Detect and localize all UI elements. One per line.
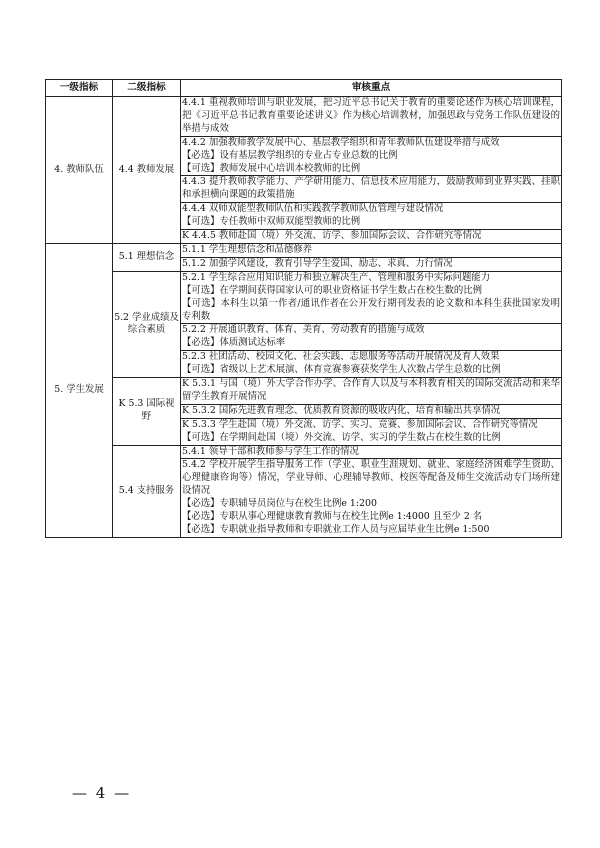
review-focus-cell <box>181 378 562 405</box>
review-focus-cell <box>181 203 562 230</box>
level1-indicator: 5. 学生发展 <box>46 243 113 537</box>
criterion-text: 5.1.1 学生理想信念和品德修养 <box>182 243 312 255</box>
criterion-metric: 【必选】专职从事心理健康教育教师与在校生比例e 1:4000 且至少 2 名 <box>182 511 483 523</box>
review-focus-cell <box>181 243 562 257</box>
header-review-focus: 审核重点 <box>181 80 562 97</box>
review-focus-cell <box>181 271 562 324</box>
review-focus-cell <box>181 324 562 351</box>
criterion-metric: 【可选】在学期间赴国（境）外交流、访学、实习的学生数占在校生数的比例 <box>182 431 501 443</box>
criterion-text: 4.4.2 加强教师教学发展中心、基层教学组织和青年教师队伍建设举措与成效 <box>182 136 500 148</box>
level2-indicator: 5.4 支持服务 <box>113 445 181 537</box>
criterion-metric: 【可选】专任教师中双师双能型教师的比例 <box>182 216 361 228</box>
criterion-text: 4.4.4 双师双能型教师队伍和实践教学教师队伍管理与建设情况 <box>182 203 444 215</box>
criterion-text: 5.4.1 领导干部和教师参与学生工作的情况 <box>182 445 359 457</box>
review-focus-cell <box>181 97 562 137</box>
review-focus-cell <box>181 459 562 537</box>
criterion-text: 5.4.2 学校开展学生指导服务工作（学业、职业生涯规划、就业、家庭经济困难学生资助、心理健康咨询等）情况，学业导师、心理辅导教师、校医等配备及师生交流活动专门场所建设情况 <box>182 459 560 497</box>
table-row <box>46 243 562 257</box>
table-row <box>46 271 562 324</box>
review-criteria-table <box>45 79 562 538</box>
criterion-metric: 【可选】在学期间获得国家认可的职业资格证书学生数占在校生数的比例 <box>182 284 483 296</box>
criterion-text: 4.4.3 提升教师教学能力、产学研用能力、信息技术应用能力，鼓励教师到业界实践、挂职和承担横向课题的政策措施 <box>182 176 560 201</box>
review-focus-cell <box>181 176 562 203</box>
criterion-text: 5.2.2 开展通识教育、体育、美育、劳动教育的措施与成效 <box>182 324 425 336</box>
criterion-text: K 4.4.5 教师赴国（境）外交流、访学、参加国际会议、合作研究等情况 <box>182 230 482 242</box>
criterion-text: 4.4.1 重视教师培训与职业发展，把习近平总书记关于教育的重要论述作为核心培训课程，把《习近平总书记教育重要论述讲义》作为核心培训教材，加强思政与党务工作队伍建设的举措与成效 <box>182 97 560 134</box>
criterion-metric: 【必选】体质测试达标率 <box>182 337 286 349</box>
criterion-text: K 5.3.1 与国（境）外大学合作办学、合作育人以及与本科教育相关的国际交流活动和来华留学生教育开展情况 <box>182 378 560 402</box>
criterion-metric: 【可选】省级以上艺术展演、体育竞赛参赛获奖学生人次数占学生总数的比例 <box>182 364 501 376</box>
criterion-text: K 5.3.3 学生赴国（境）外交流、访学、实习、竞赛、参加国际会议、合作研究等情况 <box>182 418 538 430</box>
review-focus-cell <box>181 257 562 271</box>
header-level1: 一级指标 <box>46 80 113 97</box>
criterion-text: 5.2.1 学生综合应用知识能力和独立解决生产、管理和服务中实际问题能力 <box>182 271 491 283</box>
level2-indicator: K 5.3 国际视野 <box>113 378 181 446</box>
criterion-text: 5.2.3 社团活动、校园文化、社会实践、志愿服务等活动开展情况及育人效果 <box>182 351 500 363</box>
table-row <box>46 97 562 137</box>
level2-indicator: 5.2 学业成绩及综合素质 <box>113 271 181 377</box>
level1-indicator: 4. 教师队伍 <box>46 97 113 244</box>
criterion-metric: 【必选】专职就业指导教师和专职就业工作人员与应届毕业生比例e 1:500 <box>182 524 490 535</box>
level2-indicator: 4.4 教师发展 <box>113 97 181 244</box>
level2-indicator: 5.1 理想信念 <box>113 243 181 271</box>
criterion-text: 5.1.2 加强学风建设，教育引导学生爱国、励志、求真、力行情况 <box>182 257 453 269</box>
table-row <box>46 378 562 405</box>
table-row <box>46 445 562 459</box>
review-focus-cell <box>181 404 562 418</box>
criterion-metric: 【可选】本科生以第一作者/通讯作者在公开发行期刊发表的论文数和本科生获批国家发明专利数 <box>182 297 560 322</box>
criterion-text: K 5.3.2 国际先进教育理念、优质教育资源的吸收内化、培育和输出共享情况 <box>182 404 501 416</box>
review-focus-cell <box>181 445 562 459</box>
review-focus-cell <box>181 418 562 445</box>
review-focus-cell <box>181 351 562 378</box>
table-header-row <box>46 80 562 97</box>
criterion-metric: 【可选】教师发展中心培训本校教师的比例 <box>182 162 361 174</box>
review-focus-cell <box>181 230 562 244</box>
page-number: — 4 — <box>72 784 132 802</box>
review-focus-cell <box>181 136 562 176</box>
criterion-metric: 【必选】设有基层教学组织的专业占专业总数的比例 <box>182 149 398 161</box>
header-level2: 二级指标 <box>113 80 181 97</box>
criterion-metric: 【必选】专职辅导员岗位与在校生比例e 1:200 <box>182 498 377 510</box>
